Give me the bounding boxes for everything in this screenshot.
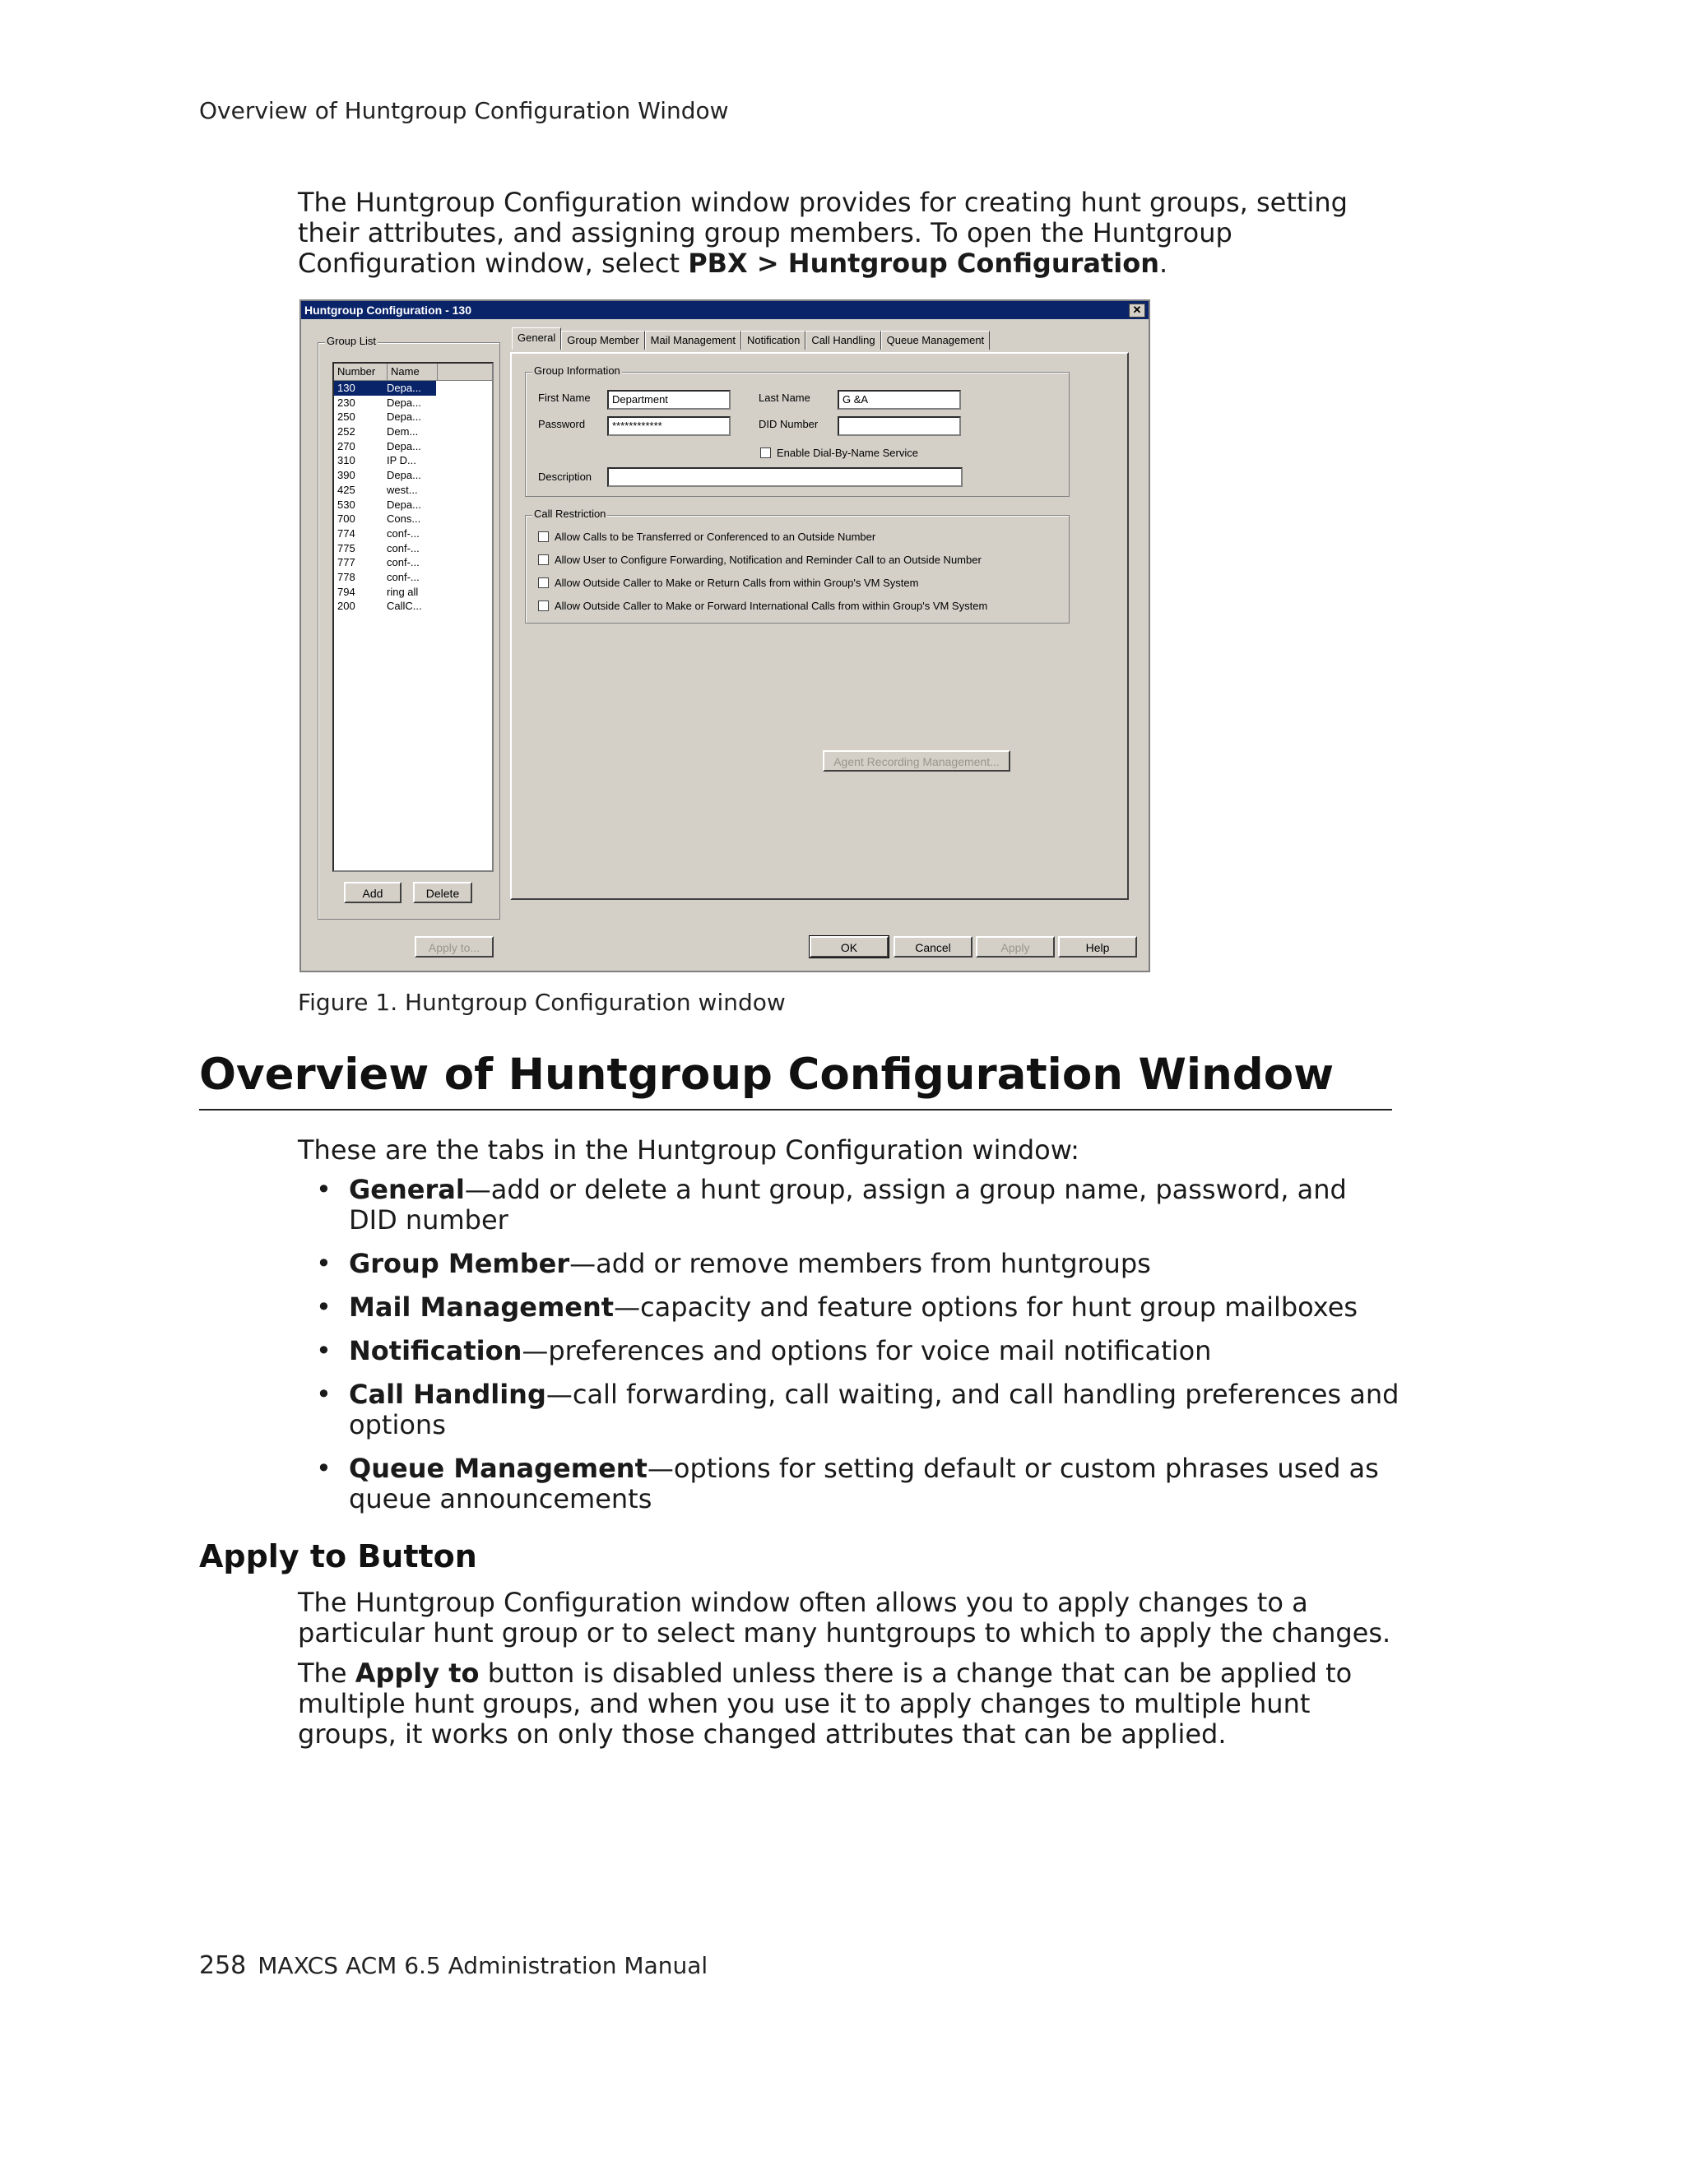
apply-para-rest: button is disabled unless there is a change that can be applied to multiple hunt groups, and when you use it to apply changes to multiple hunt groups, it works on only those changed attributes that can be applied. [298,1658,1353,1750]
tab-list [316,1175,1402,1528]
group-list-row[interactable] [334,526,492,541]
restriction-label-2: Allow User to Configure Forwarding, Notification and Reminder Call to an Outside Number [555,554,982,566]
group-number: 130 [334,381,387,396]
menu-path: PBX > Huntgroup Configuration [688,248,1159,279]
group-number: 250 [337,410,355,424]
page-footer [199,1951,708,1980]
group-list-row[interactable] [334,498,492,512]
group-list-row[interactable] [334,512,492,526]
group-number: 310 [337,454,355,467]
did-number-label: DID Number [759,418,819,430]
group-number: 777 [337,556,355,569]
col-number-header[interactable]: Number [334,364,388,380]
window-titlebar [301,301,1149,319]
apply-to-button[interactable]: Apply to... [415,936,494,958]
tab-general[interactable]: General [512,327,561,350]
huntgroup-window [299,299,1150,972]
group-list-row[interactable] [334,585,492,600]
tab-queue-management[interactable]: Queue Management [881,331,991,350]
group-name: Depa... [387,498,421,511]
group-name: conf-... [387,541,420,554]
tab-term: Group Member [349,1248,570,1279]
group-list-row[interactable] [334,424,492,439]
description-field[interactable] [607,467,963,487]
group-name: conf-... [387,526,420,540]
subsection-title: Apply to Button [199,1538,477,1574]
did-number-field[interactable] [838,416,961,436]
group-name: CallC... [387,600,422,613]
group-name: IP D... [387,454,416,467]
running-head: Overview of Huntgroup Configuration Window [199,97,729,124]
page-number: 258 [199,1951,247,1980]
group-name: conf-... [387,556,420,569]
window-title: Huntgroup Configuration - 130 [304,304,471,317]
tab-description: —preferences and options for voice mail notification [522,1335,1212,1366]
restriction-checkbox-4[interactable] [538,600,549,611]
tab-list-item [316,1249,1402,1279]
group-list-legend: Group List [327,335,376,347]
group-number: 200 [337,600,355,613]
add-button[interactable]: Add [344,882,402,903]
group-number: 425 [337,483,355,496]
group-list-row[interactable] [334,396,492,410]
group-number: 794 [337,585,355,598]
tab-term: Queue Management [349,1453,648,1484]
group-list-row[interactable] [334,599,492,614]
section-rule [199,1109,1392,1111]
bullet-icon: • [316,1248,332,1279]
bullet-icon: • [316,1379,332,1410]
apply-para-text: The [298,1658,355,1689]
bullet-icon: • [316,1335,332,1366]
group-list-row[interactable] [334,468,492,483]
tab-description: —add or delete a hunt group, assign a group name, password, and DID number [349,1174,1347,1236]
group-number: 390 [337,469,355,482]
group-number: 775 [337,541,355,554]
password-field[interactable]: ************ [607,416,731,436]
password-label: Password [538,418,586,430]
group-name: ring all [387,585,419,598]
description-label: Description [538,471,592,483]
group-number: 774 [337,526,355,540]
group-number: 700 [337,512,355,526]
group-list-row[interactable] [334,570,492,585]
ok-button[interactable]: OK [810,936,889,958]
tab-group-member[interactable]: Group Member [561,331,644,350]
restriction-checkbox-2[interactable] [538,554,549,565]
restriction-label-1: Allow Calls to be Transferred or Conferenced to an Outside Number [555,531,876,543]
tab-list-item [316,1379,1402,1440]
apply-paragraph-1: The Huntgroup Configuration window often allows you to apply changes to a particular hunt group or to select many huntgroups to which to apply the changes. [298,1587,1391,1648]
dial-by-name-checkbox[interactable] [760,447,771,458]
apply-paragraph-2 [298,1658,1400,1750]
delete-button[interactable]: Delete [413,882,472,903]
group-info-legend: Group Information [534,364,620,377]
intro-text: The Huntgroup Configuration window provides for creating hunt groups, setting their attributes, and assigning group members. To open the Huntgroup Configuration window, select [298,187,1348,279]
tab-term: Mail Management [349,1291,615,1323]
group-name: Cons... [387,512,421,526]
apply-button[interactable]: Apply [976,936,1055,958]
group-list[interactable] [332,362,494,872]
cancel-button[interactable]: Cancel [894,936,972,958]
col-name-header[interactable]: Name [388,364,438,380]
section-title: Overview of Huntgroup Configuration Window [199,1050,1335,1100]
group-name: Depa... [387,410,421,424]
intro-paragraph [298,188,1400,279]
tab-term: General [349,1174,465,1205]
group-number: 252 [337,425,355,438]
group-list-row[interactable] [334,541,492,556]
restriction-label-3: Allow Outside Caller to Make or Return Calls from within Group's VM System [555,577,919,589]
group-name: Depa... [387,439,421,452]
restriction-label-4: Allow Outside Caller to Make or Forward International Calls from within Group's VM System [555,600,988,612]
tab-call-handling[interactable]: Call Handling [805,331,880,350]
agent-recording-button[interactable]: Agent Recording Management... [823,750,1010,772]
tab-description: —options for setting default or custom phrases used as queue announcements [349,1453,1379,1514]
bullet-icon: • [316,1174,332,1205]
group-number: 270 [337,439,355,452]
tab-list-item [316,1175,1402,1236]
tab-description: —capacity and feature options for hunt group mailboxes [614,1291,1358,1323]
first-name-field[interactable]: Department [607,390,731,410]
tab-notification[interactable]: Notification [741,331,805,350]
tab-list-item [316,1336,1402,1366]
group-list-row[interactable] [334,453,492,468]
first-name-label: First Name [538,392,591,404]
bullet-icon: • [316,1291,332,1323]
help-button[interactable]: Help [1058,936,1137,958]
group-number: 778 [337,570,355,583]
group-name: conf-... [387,570,420,583]
tab-term: Notification [349,1335,522,1366]
tab-list-item [316,1454,1402,1514]
group-name: Dem... [387,425,419,438]
intro-end: . [1159,248,1168,279]
bullet-icon: • [316,1453,332,1484]
tab-term: Call Handling [349,1379,546,1410]
group-list-rows [334,381,492,614]
group-name: Depa... [387,469,421,482]
group-name: Depa... [387,381,436,396]
group-list-row[interactable] [334,381,492,396]
group-name: Depa... [387,396,421,409]
tab-strip [512,331,990,350]
group-list-row[interactable] [334,483,492,498]
group-name: west... [387,483,418,496]
dial-by-name-label: Enable Dial-By-Name Service [777,447,918,459]
apply-to-term: Apply to [355,1658,480,1689]
tabs-intro: These are the tabs in the Huntgroup Configuration window: [298,1134,1079,1166]
manual-title: MAXCS ACM 6.5 Administration Manual [258,1952,708,1979]
restriction-checkbox-1[interactable] [538,531,549,542]
last-name-field[interactable]: G &A [838,390,961,410]
group-number: 230 [337,396,355,409]
tab-description: —call forwarding, call waiting, and call handling preferences and options [349,1379,1400,1440]
group-list-row[interactable] [334,439,492,454]
call-restriction-legend: Call Restriction [534,508,606,520]
group-list-row[interactable] [334,410,492,424]
tab-description: —add or remove members from huntgroups [569,1248,1151,1279]
group-list-header [334,364,492,381]
restriction-checkbox-3[interactable] [538,577,549,588]
last-name-label: Last Name [759,392,810,404]
close-icon[interactable]: ✕ [1129,304,1145,318]
figure-caption: Figure 1. Huntgroup Configuration window [298,989,786,1016]
group-list-row[interactable] [334,555,492,570]
tab-mail-management[interactable]: Mail Management [645,331,741,350]
tab-list-item [316,1292,1402,1323]
group-number: 530 [337,498,355,511]
